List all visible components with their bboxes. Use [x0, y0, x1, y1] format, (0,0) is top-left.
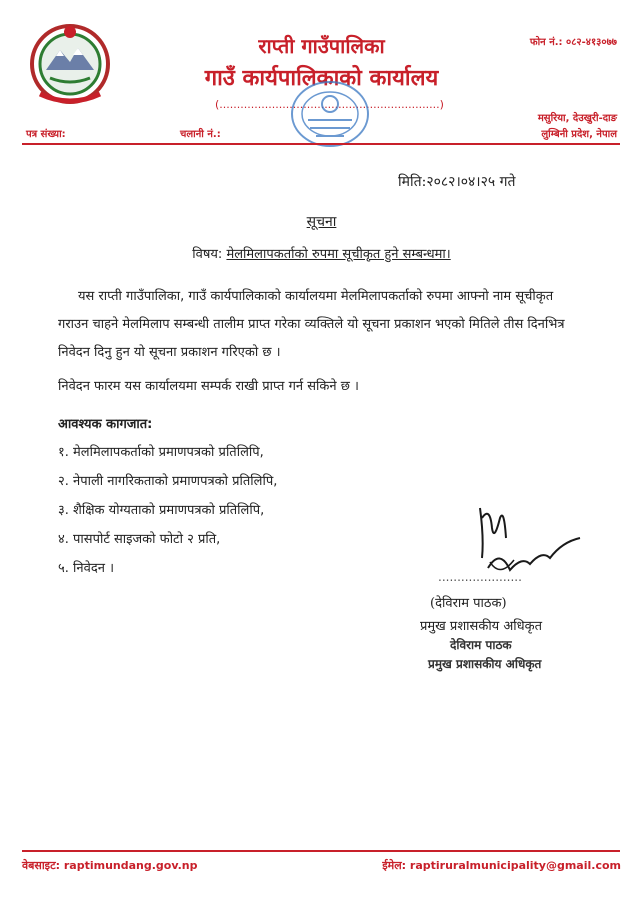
letter-date: मिति:२०८२।०४।२५ गते [398, 174, 516, 190]
reference-number-label: पत्र संख्या: [26, 129, 66, 140]
office-stamp-icon [288, 78, 372, 150]
name-stamp: देविराम पाठक [450, 638, 512, 652]
notice-title: सूचना [306, 214, 337, 230]
body-paragraph-1: यस राप्ती गाउँपालिका, गाउँ कार्यपालिकाको कार्यालयमा मेलमिलापकर्ताको रुपमा आफ्नो नाम सूचीकृत गराउन चाहने मेलमिलाप सम्बन्धी तालीम प्राप्त गरेका व्यक्तिले यो सूचना प्रकाशन भएको मितिले तीस दिनभित्र निवेदन दिनु हुन यो सूचना प्रकाशन गरिएको छ । [58, 289, 565, 360]
address-line-1: मसुरिया, देउखुरी-दाङ [537, 113, 617, 124]
list-item: २. नेपाली नागरिकताको प्रमाणपत्रको प्रतिलिपि, [58, 474, 278, 489]
signatory-designation: प्रमुख प्रशासकीय अधिकृत [420, 619, 543, 634]
municipality-name: राप्ती गाउँपालिका [258, 34, 385, 58]
required-documents-list [58, 438, 277, 583]
signature-dots: ...................... [438, 570, 522, 584]
subject-line [0, 244, 643, 262]
office-name: गाउँ कार्यपालिकाको कार्यालय [204, 66, 439, 91]
list-item: ४. पासपोर्ट साइजको फोटो २ प्रति, [58, 532, 221, 547]
body-paragraph-2: निवेदन फारम यस कार्यालयमा सम्पर्क राखी प्राप्त गर्न सकिने छ । [58, 379, 359, 394]
footer-divider [22, 850, 620, 852]
subject-prefix: विषय: [192, 247, 223, 262]
website-link[interactable]: वेबसाइट: raptimundang.gov.np [22, 859, 198, 872]
email-link[interactable]: ईमेल: raptiruralmunicipality@gmail.com [382, 859, 621, 872]
placeholder-line: (...............................................................) [215, 98, 444, 111]
phone-number: फोन नं.: ०८२-४१३०७७ [529, 37, 617, 48]
address-line-2: लुम्बिनी प्रदेश, नेपाल [541, 129, 617, 140]
list-item: ३. शैक्षिक योग्यताको प्रमाणपत्रको प्रतिलिपि, [58, 503, 265, 518]
signatory-name: (देविराम पाठक) [430, 596, 507, 611]
subject-text: मेलमिलापकर्ताको रुपमा सूचीकृत हुने सम्बन्धमा। [226, 247, 451, 262]
designation-stamp: प्रमुख प्रशासकीय अधिकृत [428, 657, 542, 671]
list-item: १. मेलमिलापकर्ताको प्रमाणपत्रको प्रतिलिपि, [58, 445, 264, 460]
header-divider [22, 143, 620, 145]
required-documents-heading: आवश्यक कागजात: [58, 417, 153, 432]
dispatch-number-label: चलानी नं.: [180, 129, 221, 140]
list-item: ५. निवेदन । [58, 561, 115, 576]
